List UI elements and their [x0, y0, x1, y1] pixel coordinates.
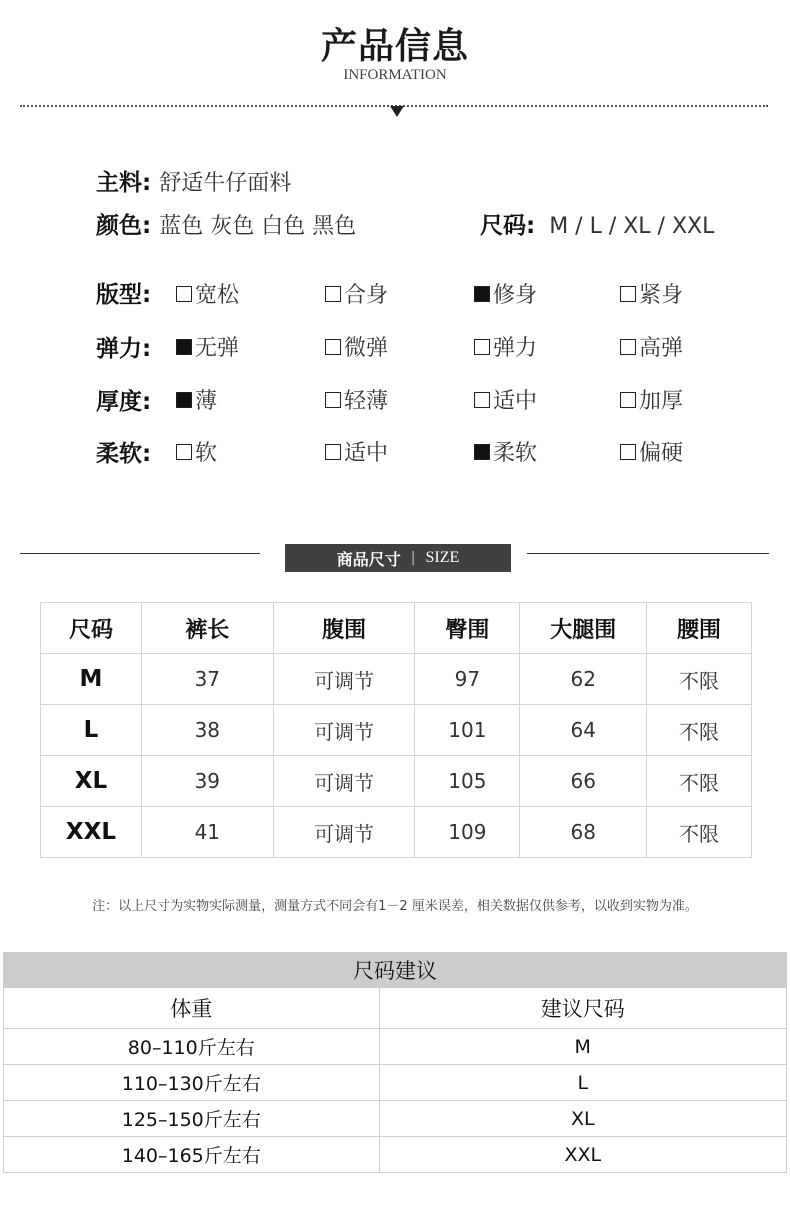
size-section-divider: | — [410, 550, 416, 566]
attr-option: 修身 — [474, 278, 537, 309]
attr-option: 加厚 — [620, 384, 683, 415]
table-cell: 可调节 — [273, 654, 415, 705]
table-cell: XL — [379, 1101, 786, 1137]
table-cell: XXL — [379, 1137, 786, 1173]
material-value: 舒适牛仔面料 — [159, 171, 292, 196]
attr-option: 弹力 — [474, 331, 537, 362]
checkbox-icon — [620, 339, 636, 355]
attr-label-thickness: 厚度: — [96, 389, 152, 415]
table-cell: XL — [41, 756, 142, 807]
table-cell: 101 — [415, 705, 520, 756]
checkbox-icon — [325, 444, 341, 460]
section-line-left — [20, 553, 260, 554]
checkbox-icon — [325, 339, 341, 355]
recommendation-title-row — [4, 953, 787, 988]
column-header: 体重 — [4, 988, 380, 1029]
table-cell: 不限 — [647, 756, 752, 807]
table-cell: L — [41, 705, 142, 756]
attr-option: 软 — [176, 436, 217, 467]
attr-option: 微弹 — [325, 331, 388, 362]
table-cell: 105 — [415, 756, 520, 807]
page-title: 产品信息 — [320, 26, 469, 67]
attr-label-elasticity: 弹力: — [96, 336, 152, 362]
section-line-right — [527, 553, 769, 554]
table-cell: 可调节 — [273, 705, 415, 756]
table-cell: 可调节 — [273, 807, 415, 858]
checkbox-icon — [474, 339, 490, 355]
attr-option: 合身 — [325, 278, 388, 309]
table-row — [4, 1065, 787, 1101]
table-cell: 37 — [141, 654, 273, 705]
table-cell: 64 — [520, 705, 647, 756]
table-cell: 不限 — [647, 654, 752, 705]
measurement-note: 注：以上尺寸为实物实际测量，测量方式不同会有1－2 厘米误差，相关数据仅供参考，以收到实物为准。 — [92, 899, 698, 914]
table-cell: 62 — [520, 654, 647, 705]
material-label: 主料: — [96, 170, 152, 196]
attr-option: 适中 — [474, 384, 537, 415]
checkbox-icon — [325, 286, 341, 302]
checkbox-icon — [325, 392, 341, 408]
checkbox-icon — [474, 286, 490, 302]
table-row — [41, 654, 752, 705]
page-subtitle: INFORMATION — [343, 67, 447, 83]
attr-option: 薄 — [176, 384, 217, 415]
size-recommendation-table — [3, 952, 787, 1173]
size-section-subtitle: SIZE — [425, 549, 460, 566]
attr-option: 适中 — [325, 436, 388, 467]
table-cell: 125–150斤左右 — [4, 1101, 380, 1137]
size-value: M / L / XL / XXL — [549, 214, 715, 239]
checkbox-icon — [474, 444, 490, 460]
attr-label-fit: 版型: — [96, 282, 152, 308]
table-cell: 110–130斤左右 — [4, 1065, 380, 1101]
table-cell: M — [41, 654, 142, 705]
table-cell: M — [379, 1029, 786, 1065]
checkbox-icon — [176, 444, 192, 460]
table-cell: 不限 — [647, 807, 752, 858]
table-cell: 68 — [520, 807, 647, 858]
size-table — [40, 602, 752, 858]
table-cell: XXL — [41, 807, 142, 858]
table-row — [41, 705, 752, 756]
attr-option: 无弹 — [176, 331, 239, 362]
table-row — [4, 1137, 787, 1173]
table-cell: 38 — [141, 705, 273, 756]
recommendation-title: 尺码建议 — [4, 953, 787, 988]
table-cell: 不限 — [647, 705, 752, 756]
checkbox-icon — [620, 286, 636, 302]
column-header: 大腿围 — [520, 603, 647, 654]
table-cell: 109 — [415, 807, 520, 858]
table-cell: 可调节 — [273, 756, 415, 807]
table-row — [4, 1101, 787, 1137]
attr-option: 宽松 — [176, 278, 239, 309]
checkbox-icon — [176, 286, 192, 302]
attr-option: 紧身 — [620, 278, 683, 309]
checkbox-icon — [474, 392, 490, 408]
attr-option: 柔软 — [474, 436, 537, 467]
table-cell: 39 — [141, 756, 273, 807]
checkbox-icon — [176, 339, 192, 355]
attr-option: 高弹 — [620, 331, 683, 362]
table-cell: 80–110斤左右 — [4, 1029, 380, 1065]
checkbox-icon — [176, 392, 192, 408]
material-row — [96, 164, 291, 197]
size-label: 尺码: — [480, 213, 536, 239]
table-row — [41, 807, 752, 858]
column-header: 裤长 — [141, 603, 273, 654]
column-header: 建议尺码 — [379, 988, 786, 1029]
attr-option: 偏硬 — [620, 436, 683, 467]
table-header-row — [4, 988, 787, 1029]
column-header: 腹围 — [273, 603, 415, 654]
down-arrow-icon — [390, 106, 404, 117]
checkbox-icon — [620, 444, 636, 460]
table-cell: 140–165斤左右 — [4, 1137, 380, 1173]
table-header-row — [41, 603, 752, 654]
color-label: 颜色: — [96, 213, 152, 239]
table-cell: L — [379, 1065, 786, 1101]
table-cell: 97 — [415, 654, 520, 705]
table-cell: 41 — [141, 807, 273, 858]
checkbox-icon — [620, 392, 636, 408]
attr-label-softness: 柔软: — [96, 441, 152, 467]
column-header: 臀围 — [415, 603, 520, 654]
color-row — [96, 207, 356, 240]
column-header: 腰围 — [647, 603, 752, 654]
column-header: 尺码 — [41, 603, 142, 654]
size-row — [480, 207, 714, 240]
table-cell: 66 — [520, 756, 647, 807]
table-row — [41, 756, 752, 807]
size-section-title: 商品尺寸 — [336, 549, 401, 569]
color-value: 蓝色 灰色 白色 黑色 — [159, 214, 357, 239]
size-section-banner — [285, 544, 511, 572]
attr-option: 轻薄 — [325, 384, 388, 415]
table-row — [4, 1029, 787, 1065]
